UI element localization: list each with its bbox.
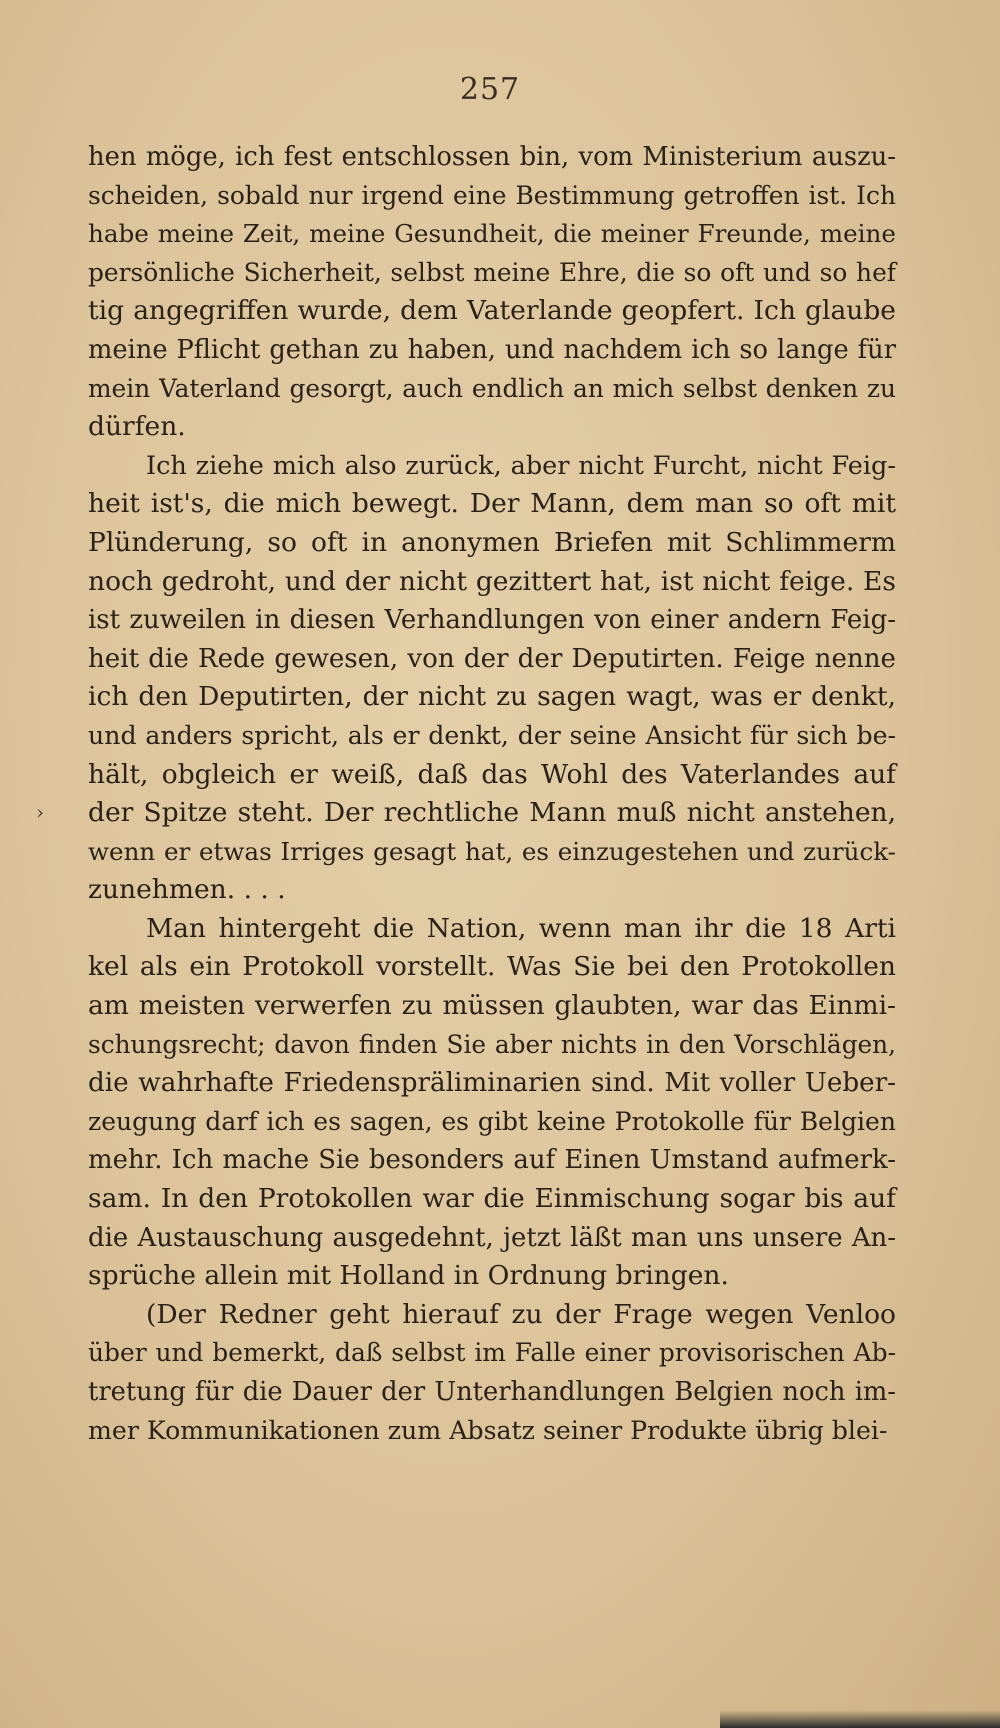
text-line: Plünderung, so oft in anonymen Briefen mit Schlimmerm (88, 526, 896, 558)
paragraph (88, 910, 896, 1296)
text-line: ich den Deputirten, der nicht zu sagen wagt, was er denkt, (88, 681, 896, 713)
text-line: hält, obgleich er weiß, daß das Wohl des Vaterlandes auf (88, 758, 896, 790)
text-line: zeugung darf ich es sagen, es gibt keine Protokolle für Belgien (88, 1106, 896, 1136)
text-line: heit ist's, die mich bewegt. Der Mann, dem man so oft mit (88, 488, 896, 520)
text-line: scheiden, sobald nur irgend eine Bestimmung getroffen ist. Ich (88, 180, 896, 210)
text-line: ist zuweilen in diesen Verhandlungen von einer andern Feig- (88, 605, 896, 636)
text-line: wenn er etwas Irriges gesagt hat, es einzugestehen und zurück- (88, 836, 896, 866)
text-line: kel als ein Protokoll vorstellt. Was Sie bei den Protokollen (88, 951, 896, 983)
text-line: über und bemerkt, daß selbst im Falle einer provisorischen Ab- (88, 1338, 896, 1368)
scan-edge-shadow (720, 1710, 1000, 1728)
page-number: 257 (459, 72, 521, 107)
text-line: heit die Rede gewesen, von der der Deputirten. Feige nenne (88, 643, 896, 674)
text-line: sprüche allein mit Holland in Ordnung bringen. (88, 1260, 729, 1292)
text-line: der Spitze steht. Der rechtliche Mann muß nicht anstehen, (88, 797, 896, 829)
paragraph (88, 138, 896, 447)
text-line: tretung für die Dauer der Unterhandlungen Belgien noch im- (88, 1377, 896, 1407)
text-line: mer Kommunikationen zum Absatz seiner Produkte übrig blei- (88, 1415, 888, 1445)
margin-mark: › (36, 800, 44, 824)
paragraph (88, 1296, 896, 1450)
text-line: und anders spricht, als er denkt, der seine Ansicht für sich be- (88, 720, 896, 750)
text-line: am meisten verwerfen zu müssen glaubten, war das Einmi- (88, 990, 896, 1022)
text-line: die Austauschung ausgedehnt, jetzt läßt man uns unsere An- (88, 1222, 896, 1253)
text-line: Man hintergeht die Nation, wenn man ihr die 18 Arti (146, 912, 896, 944)
text-line: Ich ziehe mich also zurück, aber nicht Furcht, nicht Feig- (146, 450, 896, 481)
text-line: (Der Redner geht hierauf zu der Frage wegen Venloo (146, 1298, 896, 1330)
body-text (88, 138, 896, 1450)
text-line: sam. In den Protokollen war die Einmischung sogar bis auf (88, 1183, 896, 1215)
text-line: tig angegriffen wurde, dem Vaterlande geopfert. Ich glaube (88, 295, 896, 327)
text-line: die wahrhafte Friedenspräliminarien sind. Mit voller Ueber- (88, 1068, 896, 1099)
paragraph (88, 447, 896, 910)
text-line: mein Vaterland gesorgt, auch endlich an mich selbst denken zu (88, 373, 896, 403)
text-line: persönliche Sicherheit, selbst meine Ehre, die so oft und so hef (88, 257, 896, 287)
text-line: noch gedroht, und der nicht gezittert hat, ist nicht feige. Es (88, 565, 896, 597)
text-line: mehr. Ich mache Sie besonders auf Einen Umstand aufmerk- (88, 1145, 896, 1176)
text-line: hen möge, ich fest entschlossen bin, vom Ministerium auszu- (88, 142, 896, 172)
text-line: habe meine Zeit, meine Gesundheit, die meiner Freunde, meine (88, 219, 896, 249)
text-line: zunehmen. . . . (88, 874, 286, 906)
text-line: dürfen. (88, 411, 186, 443)
text-line: meine Pflicht gethan zu haben, und nachdem ich so lange für (88, 334, 896, 365)
text-line: schungsrecht; davon finden Sie aber nichts in den Vorschlägen, (88, 1029, 896, 1059)
